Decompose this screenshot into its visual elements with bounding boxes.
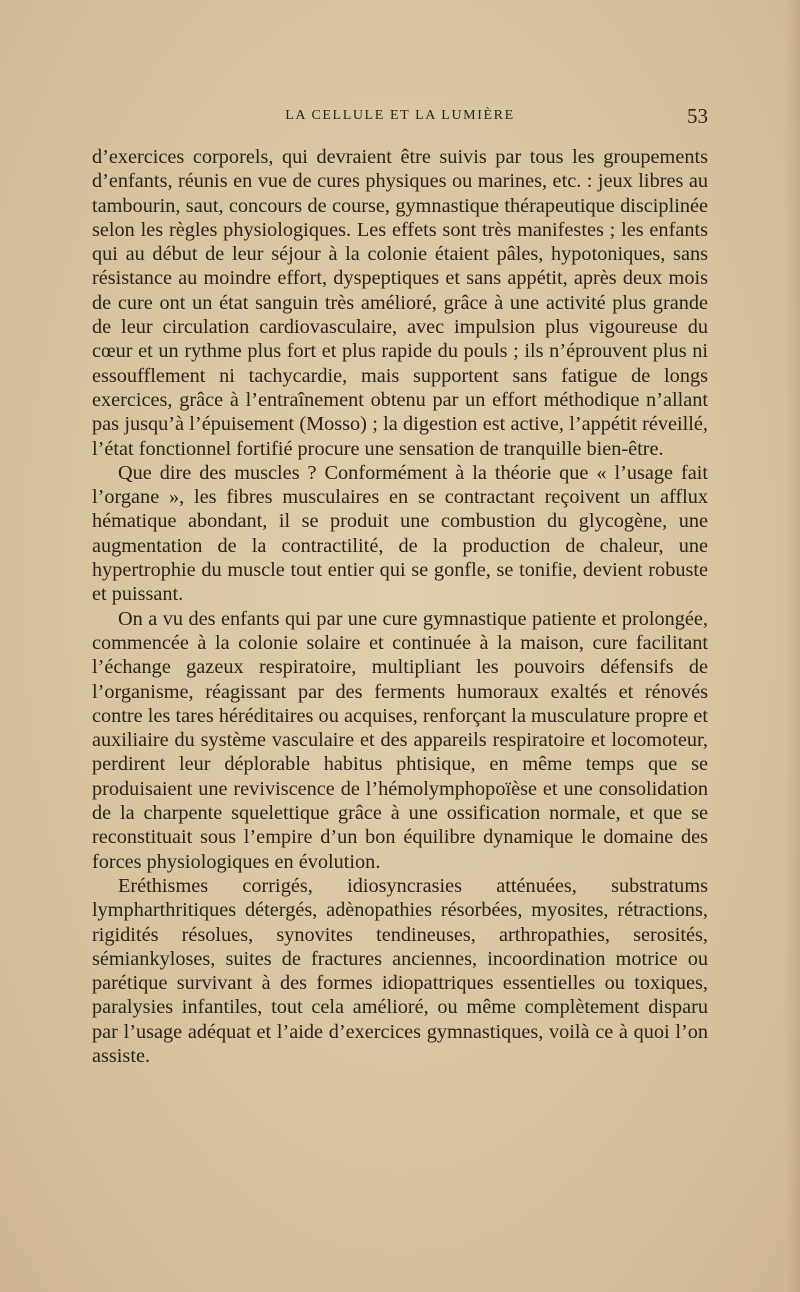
- paragraph-muscles: Que dire des muscles ? Conformément à la théorie que « l’usage fait l’organe », les fibres musculaires en se contractant reçoivent un afflux hématique abondant, il se produit une combustion du glycogène, une augmentation de la contractilité, de la production de chaleur, une hypertrophie du muscle tout entier qui se gonfle, se tonifie, devient robuste et puissant.: [92, 461, 708, 606]
- body-text: [92, 145, 708, 1068]
- running-head: [92, 104, 708, 130]
- page-number: 53: [687, 104, 708, 128]
- paragraph-gymnastic-cure: On a vu des enfants qui par une cure gymnastique patiente et prolongée, commencée à la colonie solaire et continuée à la maison, cure facilitant l’échange gazeux respiratoire, multipliant les pouvoirs défensifs de l’organisme, réagissant par des ferments humoraux exaltés et rénovés contre les tares héréditaires ou acquises, renforçant la musculature propre et auxiliaire du système vasculaire et des appareils respiratoire et locomoteur, perdirent leur déplorable habitus phtisique, en même temps que se produisaient une reviviscence de l’hémolymphopoïèse et une consolidation de la charpente squelettique grâce à une ossification normale, et que se reconstituait sous l’empire d’un bon équilibre dynamique le domaine des forces physiologiques en évolution.: [92, 607, 708, 873]
- page-edge-shadow: [786, 0, 800, 1292]
- paragraph-conditions-improved: Eréthismes corrigés, idiosyncrasies atténuées, substratums lympharthritiques détergés, adènopathies résorbées, myosites, rétractions, rigidités résolues, synovites tendineuses, arthropathies, serosités, sémiankyloses, suites de fractures anciennes, incoordination motrice ou parétique survivant à des formes idiopattriques essentielles ou toxiques, paralysies infantiles, tout cela amélioré, ou même complètement disparu par l’usage adéquat et l’aide d’exercices gymnastiques, voilà ce à quoi l’on assiste.: [92, 874, 708, 1067]
- paragraph-exercises-continued: d’exercices corporels, qui devraient être suivis par tous les groupements d’enfants, réunis en vue de cures physiques ou marines, etc. : jeux libres au tambourin, saut, concours de course, gymnastique thérapeutique disciplinée selon les règles physiologiques. Les effets sont très manifestes ; les enfants qui au début de leur séjour à la colonie étaient pâles, hypotoniques, sans résistance au moindre effort, dyspeptiques et sans appétit, après deux mois de cure ont un état sanguin très amélioré, grâce à une activité plus grande de leur circulation cardiovasculaire, avec impulsion plus vigoureuse du cœur et un rythme plus fort et plus rapide du pouls ; ils n’éprouvent plus ni essoufflement ni tachycardie, mais supportent sans fatigue de longs exercices, grâce à l’entraînement obtenu par un effort méthodique n’allant pas jusqu’à l’épuisement (Mosso) ; la digestion est active, l’appétit réveillé, l’état fonctionnel fortifié procure une sensation de tranquille bien-être.: [92, 146, 708, 460]
- running-title: LA CELLULE ET LA LUMIÈRE: [285, 108, 515, 123]
